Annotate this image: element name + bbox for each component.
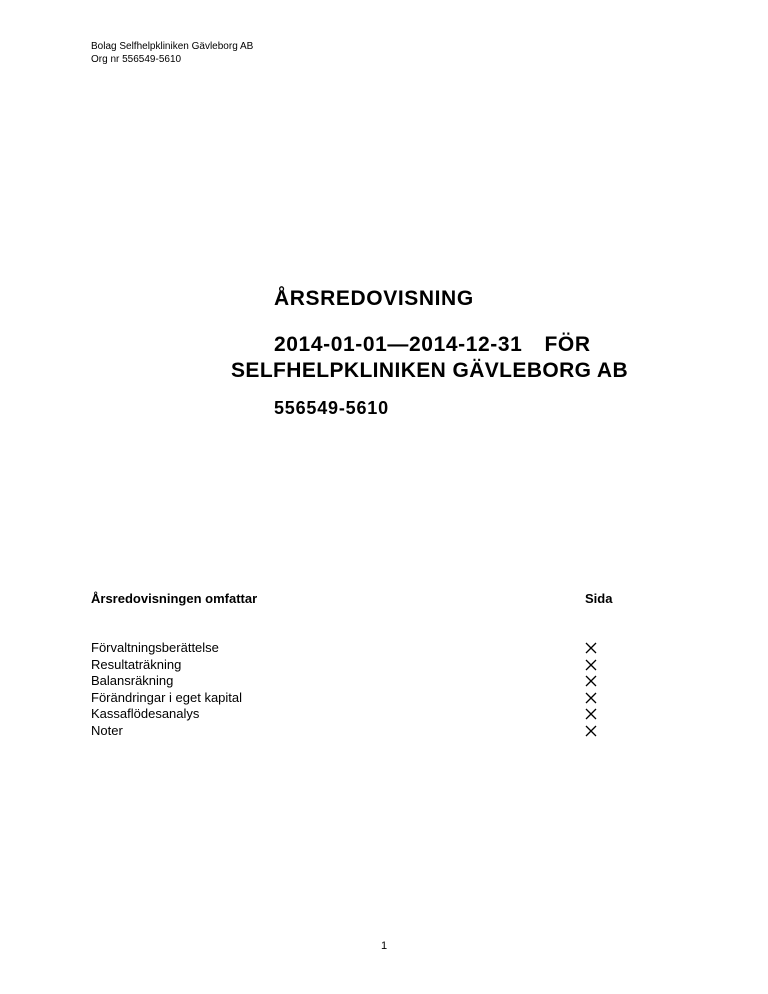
toc-item (91, 723, 611, 740)
toc-item-label: Förvaltningsberättelse (91, 640, 219, 655)
period-for: FÖR (544, 333, 591, 356)
toc-item-label: Balansräkning (91, 673, 174, 689)
toc-heading: Årsredovisningen omfattar (91, 591, 258, 606)
toc-page-placeholder (585, 642, 597, 654)
toc-item-label: Kassaflödesanalys (91, 706, 200, 722)
period-line (274, 333, 591, 357)
toc-item-label: Förändringar i eget kapital (91, 689, 243, 705)
toc-page-heading: Sida (585, 591, 613, 606)
toc-page-placeholder (585, 675, 597, 687)
header-company-line: Bolag Selfhelpkliniken Gävleborg AB (91, 41, 254, 52)
toc-page-placeholder (585, 659, 597, 671)
toc-item (91, 657, 611, 674)
toc-item-label: Noter (91, 722, 123, 738)
page-header (91, 40, 253, 66)
period-dates: 2014-01-01—2014-12-31 (274, 333, 523, 356)
toc-item (91, 673, 611, 690)
document-title: ÅRSREDOVISNING (274, 287, 474, 310)
toc-item (91, 640, 611, 657)
page-number: 1 (380, 940, 388, 952)
toc-page-placeholder (585, 708, 597, 720)
toc-item (91, 690, 611, 707)
header-org-line: Org nr 556549-5610 (91, 54, 182, 65)
toc-page-placeholder (585, 725, 597, 737)
org-number: 556549-5610 (274, 398, 389, 418)
company-name: SELFHELPKLINIKEN GÄVLEBORG AB (231, 359, 629, 382)
toc-item (91, 706, 611, 723)
toc-page-placeholder (585, 692, 597, 704)
toc-list (91, 640, 611, 740)
toc-item-label: Resultaträkning (91, 656, 182, 672)
